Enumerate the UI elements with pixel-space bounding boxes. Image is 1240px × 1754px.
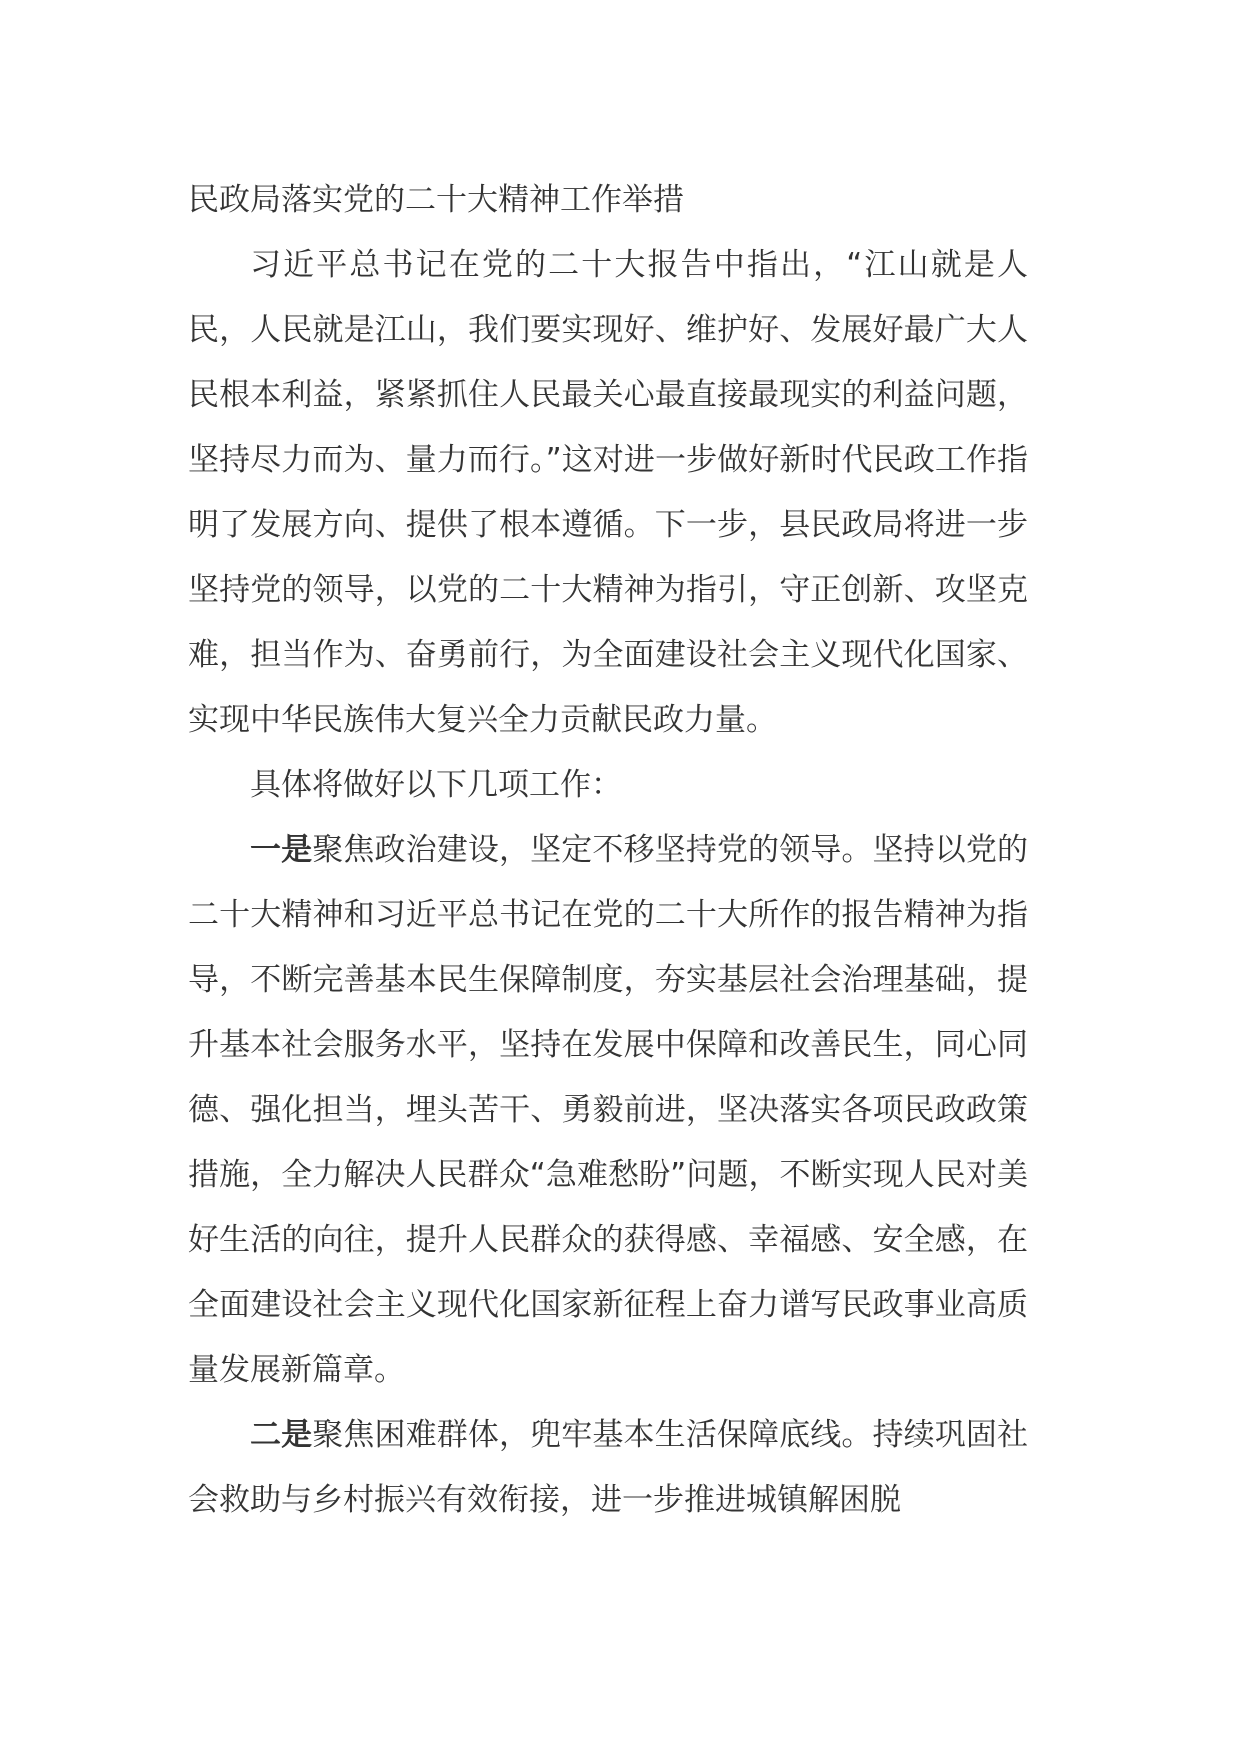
- document-body: [188, 168, 1028, 1533]
- paragraph-item-one: [188, 818, 1028, 1403]
- paragraph-item-two: [188, 1403, 1028, 1533]
- item-one-body: 聚焦政治建设，坚定不移坚持党的领导。坚持以党的二十大精神和习近平总书记在党的二十大所作的报告精神为指导，不断完善基本民生保障制度，夯实基层社会治理基础，提升基本社会服务水平，坚持在发展中保障和改善民生，同心同德、强化担当，埋头苦干、勇毅前进，坚决落实各项民政政策措施，全力解决人民群众“急难愁盼”问题，不断实现人民对美好生活的向往，提升人民群众的获得感、幸福感、安全感，在全面建设社会主义现代化国家新征程上奋力谱写民政事业高质量发展新篇章。: [188, 832, 1028, 1388]
- item-two-lead: 二是: [250, 1417, 313, 1453]
- item-two-body: 聚焦困难群体，兜牢基本生活保障底线。持续巩固社会救助与乡村振兴有效衔接，进一步推进城镇解困脱: [188, 1417, 1028, 1518]
- paragraph-intro: 习近平总书记在党的二十大报告中指出，“江山就是人民，人民就是江山，我们要实现好、维护好、发展好最广大人民根本利益，紧紧抓住人民最关心最直接最现实的利益问题，坚持尽力而为、量力而行。”这对进一步做好新时代民政工作指明了发展方向、提供了根本遵循。下一步，县民政局将进一步坚持党的领导，以党的二十大精神为指引，守正创新、攻坚克难，担当作为、奋勇前行，为全面建设社会主义现代化国家、实现中华民族伟大复兴全力贡献民政力量。: [188, 247, 1028, 738]
- item-one-lead: 一是: [250, 832, 313, 868]
- document-title: 民政局落实党的二十大精神工作举措: [188, 182, 684, 218]
- paragraph-overview: 具体将做好以下几项工作：: [250, 767, 622, 803]
